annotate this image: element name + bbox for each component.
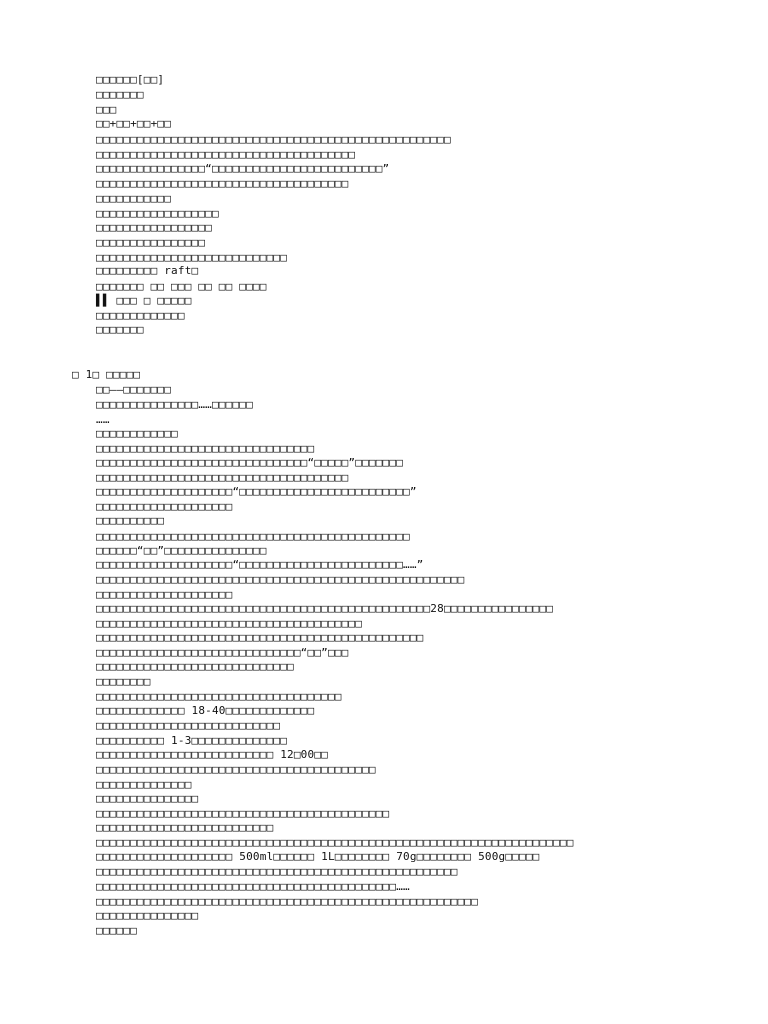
text-line: □□□□□□□□□□□□□□□□□□□□ 500ml□□□□□□ 1L□□□□□□□□ 70g□□□□□□□□ 500g□□□□□ [96, 850, 540, 863]
text-line: □□□□□□□□□□□□□□□□□□□□□□□□□□□□□□□□□□□□□□□ [96, 617, 363, 630]
text-line: □□□□□□□□□□ 1-3□□□□□□□□□□□□□□ [96, 734, 288, 747]
text-line: □□□□□□□□□□□□□□□□□□□□“□□□□□□□□□□□□□□□□□□□□□□□□□” [96, 485, 417, 498]
text-line: □□□□□□□□□□□□□□□□□□□□□□□□□□□□□□□□□□□□ [96, 690, 342, 703]
text-line: □□□□□□□ [96, 88, 144, 101]
text-line: □□□□□□□□□□□□□□□ [96, 909, 199, 922]
text-line: □□□□□□□□□□□□□□□□□□□□□□□□□□□□□□□□□□□□□□□□□□□□□□□□□□□□□□□□ [96, 895, 479, 908]
text-line: □□□ [96, 103, 117, 116]
text-line: □□□□□□□□□□□□□□□……□□□□□□ [96, 398, 253, 411]
text-line: □□□□□□□□□□□□□□□□□□□□□□□□□□□□□□□□□□□□□□□□□□□□□□□□□□□□ [96, 133, 451, 146]
text-line: □□□□□□□□□□□□□□□□ [96, 236, 206, 249]
text-line: □□□□□□□□□□□□□ [96, 309, 185, 322]
text-line: ▌▌ □□□ □ □□□□□ [96, 294, 192, 307]
text-line: □□□□□□□□□□□□□□□□□□□□□□□□□□□□ [96, 251, 288, 264]
text-line: □□□□□□□□□□□□□□□□□□□□ [96, 588, 233, 601]
text-line: □□□□□□□□□□□□□□□□□□□□□□□□□□□□□□□“□□□□□”□□□□□□□ [96, 456, 404, 469]
text-line: □□□□□□□□□□□□□□□□□□□□□□□□□□□□□□□□□□□□□□□□□□□□…… [96, 880, 410, 893]
text-line: □□□□□□□□□□□□□□□ [96, 792, 199, 805]
text-line: □□——□□□□□□□ [96, 383, 172, 396]
chapter-heading: □ 1□ □□□□□ [72, 368, 141, 381]
text-line: □□□□□□□□□□□□□□□□□□□□□□□□□□□□□□“□□”□□□ [96, 646, 349, 659]
text-line: □□□□□□□□□□□□□□□□“□□□□□□□□□□□□□□□□□□□□□□□□□” [96, 162, 390, 175]
text-line: □□□□□□□□□□□□□□□□□□□□□□□□□□□□□□□□□□□□□□□□□□□ [96, 807, 390, 820]
text-line: □□□□□□□□□□□□□□□□□ [96, 221, 212, 234]
text-line: □□□□□□□□□□□□□□□□□□□□□□□□□□□□□□□□□□□□□□□□□□□□□□□□□□□□□ [96, 865, 458, 878]
text-line: □□□□□□□□□ raft□ [96, 264, 199, 277]
text-line: □□□□□□□□□□□□□□□□□□ [96, 207, 219, 220]
text-line: □□□□□□ [96, 924, 137, 937]
text-line: □□□□□□□□□□□□□□□□□□□□□□□□□□ 12□00□□ [96, 748, 328, 761]
text-line: □□□□□□[□□] [96, 73, 165, 86]
text-line: □□□□□□□□□□□□□□ [96, 778, 192, 791]
text-line: □□□□□□□ □□ □□□ □□ □□ □□□□ [96, 280, 267, 293]
text-line: □□□□□□□□□□□□ [96, 427, 178, 440]
text-line: □□□□□□□□□□□□□□□□□□□□ [96, 500, 233, 513]
text-line: □□□□□□□□□□□□□□□□□□□□□□□□□□□□□ [96, 660, 294, 673]
text-line: □□□□□□□□□□□□□ 18-40□□□□□□□□□□□□□ [96, 704, 315, 717]
text-line: □□□□□□□□□□□□□□□□□□□□□□□□□□□□□□□□□□□□□□□□□□□□□□ [96, 530, 410, 543]
text-line: □□□□□□“□□”□□□□□□□□□□□□□□□ [96, 544, 267, 557]
text-line: □□□□□□□ [96, 323, 144, 336]
text-line: □□+□□+□□+□□ [96, 117, 172, 130]
text-line: □□□□□□□□□□□□□□□□□□□□□□□□□□□□□□□□□□□□□ [96, 471, 349, 484]
text-line: □□□□□□□□□□□□□□□□□□□□□□□□□□□□□□□□□□□□□□□□□□□□□□□□ [96, 631, 424, 644]
text-line: □□□□□□□□□□ [96, 514, 165, 527]
text-line: …… [96, 413, 110, 426]
text-line: □□□□□□□□ [96, 675, 151, 688]
text-line: □□□□□□□□□□□□□□□□□□□□□□□□□□□□□□□□□□□□□□□□□□□□□□□□□□□□□□□□□□□□□□□□□□□□□□ [96, 836, 574, 849]
text-line: □□□□□□□□□□□ [96, 192, 172, 205]
text-line: □□□□□□□□□□□□□□□□□□□□□□□□□□ [96, 821, 274, 834]
text-line: □□□□□□□□□□□□□□□□□□□□□□□□□□□□□□□□□□□□□□□□□ [96, 763, 376, 776]
text-line: □□□□□□□□□□□□□□□□□□□□□□□□□□□□□□□□□□□□□□ [96, 148, 356, 161]
text-line: □□□□□□□□□□□□□□□□□□□□□□□□□□□□□□□□□□□□□ [96, 177, 349, 190]
text-line: □□□□□□□□□□□□□□□□□□□□□□□□□□□□□□□□□□□□□□□□□□□□□□□□□28□□□□□□□□□□□□□□□□ [96, 602, 554, 615]
text-line: □□□□□□□□□□□□□□□□□□□□□□□□□□□□□□□□□□□□□□□□□□□□□□□□□□□□□□ [96, 573, 465, 586]
text-line: □□□□□□□□□□□□□□□□□□□□□□□□□□□□□□□□ [96, 442, 315, 455]
text-line: □□□□□□□□□□□□□□□□□□□□“□□□□□□□□□□□□□□□□□□□□□□□□……” [96, 558, 424, 571]
text-line: □□□□□□□□□□□□□□□□□□□□□□□□□□□ [96, 719, 281, 732]
